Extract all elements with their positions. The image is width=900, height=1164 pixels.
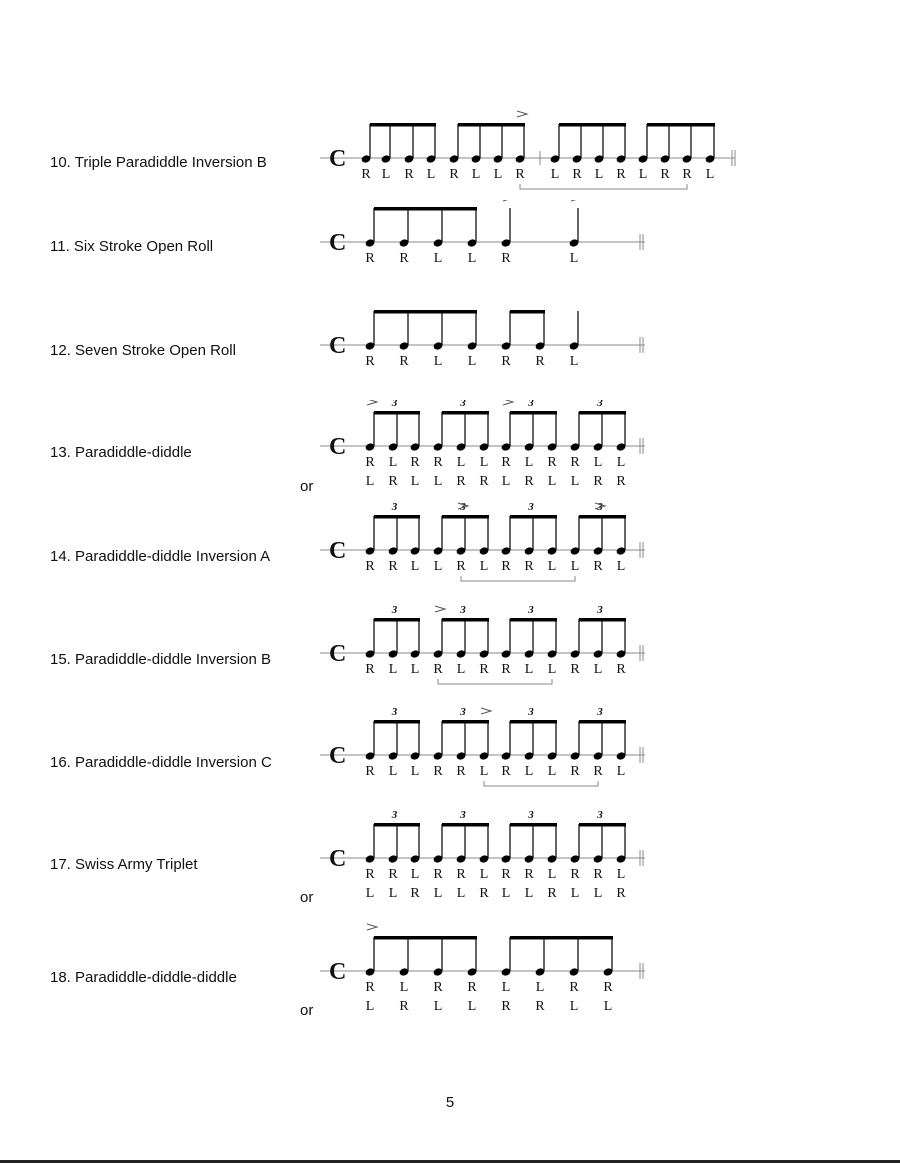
triplet-number: 3 [597, 809, 603, 821]
rudiment-title: 16. Paradiddle-diddle Inversion C [50, 754, 272, 771]
sticking-letter: L [501, 474, 511, 489]
triplet-number: 3 [597, 501, 603, 513]
sticking-letter: L [388, 886, 398, 901]
sticking-letter: L [550, 167, 560, 182]
beam [374, 823, 420, 827]
sticking-letter: L [616, 867, 626, 882]
sticking-letter: L [479, 764, 489, 779]
sticking-letter: R [399, 999, 409, 1014]
or-label: or [300, 478, 314, 495]
slur-bracket [484, 781, 598, 786]
sticking-letter: R [572, 167, 582, 182]
sticking-letter: R [535, 354, 545, 369]
rudiment-18 [0, 915, 900, 1030]
sticking-letter: L [433, 999, 443, 1014]
sticking-letter: L [410, 559, 420, 574]
beam [374, 720, 420, 724]
sticking-letter: R [410, 886, 420, 901]
rudiment-16 [0, 705, 900, 800]
sticking-letter: L [593, 662, 603, 677]
notation-staff [0, 805, 900, 915]
sticking-letter: L [467, 354, 477, 369]
sticking-letter: L [365, 999, 375, 1014]
sticking-letter: L [638, 167, 648, 182]
sticking-letter: R [501, 455, 511, 470]
beam [374, 411, 420, 415]
time-signature: C [329, 641, 347, 667]
rudiment-title: 10. Triple Paradiddle Inversion B [50, 154, 267, 171]
triplet-number: 3 [528, 604, 534, 616]
sticking-letter: R [501, 354, 511, 369]
sticking-letter: L [603, 999, 613, 1014]
sticking-letter: L [593, 455, 603, 470]
beam [442, 515, 489, 519]
accent-mark [503, 200, 513, 201]
beam [559, 123, 626, 127]
notation-staff [0, 915, 900, 1030]
sticking-letter: L [410, 662, 420, 677]
sticking-letter: R [501, 251, 511, 266]
triplet-number: 3 [597, 400, 603, 409]
sticking-letter: R [433, 764, 443, 779]
sticking-letter: R [593, 474, 603, 489]
sticking-letter: R [616, 886, 626, 901]
rudiment-12 [0, 305, 900, 385]
sticking-letter: R [501, 867, 511, 882]
sticking-letter: L [456, 886, 466, 901]
sticking-letter: L [569, 251, 579, 266]
sticking-letter: R [365, 662, 375, 677]
sticking-letter: L [433, 354, 443, 369]
rudiment-title: 17. Swiss Army Triplet [50, 856, 198, 873]
sticking-letter: R [501, 662, 511, 677]
rudiment-title: 14. Paradiddle-diddle Inversion A [50, 548, 271, 565]
page-number: 5 [445, 1094, 455, 1111]
sticking-letter: L [524, 455, 534, 470]
beam [458, 123, 525, 127]
sticking-letter: L [479, 559, 489, 574]
sticking-letter: R [456, 559, 466, 574]
sticking-letter: R [361, 167, 371, 182]
sticking-letter: R [616, 662, 626, 677]
sticking-letter: L [501, 980, 511, 995]
triplet-number: 3 [597, 706, 603, 718]
beam [374, 515, 420, 519]
triplet-number: 3 [391, 809, 398, 821]
rudiment-13 [0, 400, 900, 500]
triplet-number: 3 [597, 604, 603, 616]
sticking-letter: R [501, 999, 511, 1014]
notation-staff [0, 600, 900, 695]
beam [374, 618, 420, 622]
rudiment-14 [0, 500, 900, 595]
triplet-number: 3 [528, 706, 534, 718]
sticking-letter: L [547, 559, 557, 574]
triplet-number: 3 [460, 706, 466, 718]
triplet-number: 3 [391, 706, 398, 718]
sticking-letter: R [404, 167, 414, 182]
time-signature: C [329, 230, 347, 256]
sticking-letter: R [593, 867, 603, 882]
sticking-letter: L [388, 662, 398, 677]
time-signature: C [329, 538, 347, 564]
sticking-letter: R [365, 980, 375, 995]
sticking-letter: R [388, 867, 398, 882]
sticking-letter: R [399, 251, 409, 266]
sticking-letter: L [616, 455, 626, 470]
sticking-letter: R [524, 474, 534, 489]
accent-mark [571, 200, 581, 201]
sticking-letter: R [570, 662, 580, 677]
sticking-letter: R [616, 167, 626, 182]
sticking-letter: R [365, 867, 375, 882]
sticking-letter: R [399, 354, 409, 369]
sticking-letter: R [456, 764, 466, 779]
sticking-letter: R [433, 867, 443, 882]
sticking-letter: R [501, 559, 511, 574]
sticking-letter: R [365, 354, 375, 369]
sticking-letter: R [515, 167, 525, 182]
sticking-letter: L [569, 354, 579, 369]
triplet-number: 3 [460, 400, 466, 409]
beam [442, 618, 489, 622]
sticking-letter: L [365, 474, 375, 489]
rudiment-11 [0, 200, 900, 280]
sticking-letter: R [365, 251, 375, 266]
sticking-letter: R [616, 474, 626, 489]
sticking-letter: R [456, 474, 466, 489]
sticking-letter: L [501, 886, 511, 901]
triplet-number: 3 [460, 501, 466, 513]
rudiment-title: 12. Seven Stroke Open Roll [50, 342, 236, 359]
notation-staff [0, 705, 900, 800]
sticking-letter: L [479, 455, 489, 470]
beam [579, 618, 626, 622]
sticking-letter: R [433, 662, 443, 677]
sticking-letter: R [547, 455, 557, 470]
sticking-letter: R [388, 559, 398, 574]
notation-staff [0, 500, 900, 595]
accent-mark [517, 111, 527, 117]
sticking-letter: L [467, 999, 477, 1014]
sticking-letter: L [433, 474, 443, 489]
sticking-letter: L [616, 764, 626, 779]
sticking-letter: R [467, 980, 477, 995]
notation-staff [0, 305, 900, 385]
beam [374, 207, 477, 211]
beam [579, 720, 626, 724]
triplet-number: 3 [460, 604, 466, 616]
rudiment-17 [0, 805, 900, 915]
rudiment-15 [0, 600, 900, 695]
sticking-letter: R [593, 559, 603, 574]
sticking-letter: R [365, 764, 375, 779]
notation-staff [0, 200, 900, 280]
page-bottom-rule [0, 1160, 900, 1163]
sticking-letter: L [535, 980, 545, 995]
rudiment-title: 13. Paradiddle-diddle [50, 444, 192, 461]
slur-bracket [520, 184, 687, 189]
sticking-letter: L [471, 167, 481, 182]
accent-mark [481, 708, 491, 714]
rudiment-title: 18. Paradiddle-diddle-diddle [50, 969, 237, 986]
beam [647, 123, 715, 127]
sticking-letter: L [569, 999, 579, 1014]
sticking-letter: L [547, 764, 557, 779]
sticking-letter: L [524, 764, 534, 779]
triplet-number: 3 [528, 400, 534, 409]
sticking-letter: L [410, 764, 420, 779]
beam [510, 936, 613, 940]
sticking-letter: R [660, 167, 670, 182]
triplet-number: 3 [460, 809, 466, 821]
sticking-letter: L [410, 867, 420, 882]
sticking-letter: R [365, 455, 375, 470]
sticking-letter: R [410, 455, 420, 470]
accent-mark [435, 606, 445, 612]
beam [442, 411, 489, 415]
sticking-letter: L [616, 559, 626, 574]
sticking-letter: L [493, 167, 503, 182]
sticking-letter: L [388, 764, 398, 779]
beam [510, 411, 557, 415]
or-label: or [300, 1002, 314, 1019]
beam [374, 936, 477, 940]
sticking-letter: L [388, 455, 398, 470]
triplet-number: 3 [391, 400, 398, 409]
sticking-letter: L [547, 867, 557, 882]
accent-mark [367, 924, 377, 930]
beam [510, 310, 545, 314]
beam [510, 823, 557, 827]
sticking-letter: L [593, 886, 603, 901]
sticking-letter: R [501, 764, 511, 779]
sticking-letter: R [388, 474, 398, 489]
sticking-letter: R [479, 886, 489, 901]
sticking-letter: L [433, 886, 443, 901]
rudiment-10 [0, 110, 900, 200]
sticking-letter: L [705, 167, 715, 182]
sticking-letter: R [433, 455, 443, 470]
sticking-letter: L [570, 474, 580, 489]
time-signature: C [329, 434, 347, 460]
sticking-letter: R [365, 559, 375, 574]
sticking-letter: R [524, 559, 534, 574]
sticking-letter: L [365, 886, 375, 901]
sticking-letter: R [547, 886, 557, 901]
beam [510, 618, 557, 622]
sticking-letter: R [682, 167, 692, 182]
sticking-letter: R [570, 764, 580, 779]
beam [374, 310, 477, 314]
sticking-letter: L [433, 559, 443, 574]
slur-bracket [438, 679, 552, 684]
sticking-letter: L [467, 251, 477, 266]
beam [370, 123, 436, 127]
time-signature: C [329, 333, 347, 359]
accent-mark [503, 400, 513, 405]
sticking-letter: L [381, 167, 391, 182]
triplet-number: 3 [391, 501, 398, 513]
sticking-letter: L [547, 662, 557, 677]
sticking-letter: L [570, 886, 580, 901]
notation-staff [0, 400, 900, 500]
beam [579, 515, 626, 519]
sticking-letter: L [524, 662, 534, 677]
sticking-letter: L [399, 980, 409, 995]
sticking-letter: R [569, 980, 579, 995]
accent-mark [367, 400, 377, 405]
sticking-letter: R [456, 867, 466, 882]
sticking-letter: L [456, 662, 466, 677]
sticking-letter: R [449, 167, 459, 182]
sticking-letter: R [593, 764, 603, 779]
sticking-letter: R [479, 474, 489, 489]
beam [579, 823, 626, 827]
sticking-letter: L [570, 559, 580, 574]
sticking-letter: R [479, 662, 489, 677]
time-signature: C [329, 846, 347, 872]
sticking-letter: R [524, 867, 534, 882]
time-signature: C [329, 146, 347, 172]
sticking-letter: L [524, 886, 534, 901]
sticking-letter: L [410, 474, 420, 489]
beam [442, 720, 489, 724]
sticking-letter: R [570, 867, 580, 882]
sticking-letter: L [594, 167, 604, 182]
notation-staff [0, 110, 900, 200]
time-signature: C [329, 743, 347, 769]
beam [510, 720, 557, 724]
sticking-letter: R [570, 455, 580, 470]
beam [579, 411, 626, 415]
sticking-letter: L [479, 867, 489, 882]
rudiment-title: 11. Six Stroke Open Roll [50, 238, 214, 255]
beam [510, 515, 557, 519]
slur-bracket [461, 576, 575, 581]
sticking-letter: R [535, 999, 545, 1014]
beam [442, 823, 489, 827]
triplet-number: 3 [528, 501, 534, 513]
sticking-letter: R [603, 980, 613, 995]
sticking-letter: L [433, 251, 443, 266]
sticking-letter: L [456, 455, 466, 470]
triplet-number: 3 [391, 604, 398, 616]
sticking-letter: L [426, 167, 436, 182]
rudiment-title: 15. Paradiddle-diddle Inversion B [50, 651, 271, 668]
sticking-letter: L [547, 474, 557, 489]
triplet-number: 3 [528, 809, 534, 821]
sticking-letter: R [433, 980, 443, 995]
time-signature: C [329, 959, 347, 985]
or-label: or [300, 889, 314, 906]
